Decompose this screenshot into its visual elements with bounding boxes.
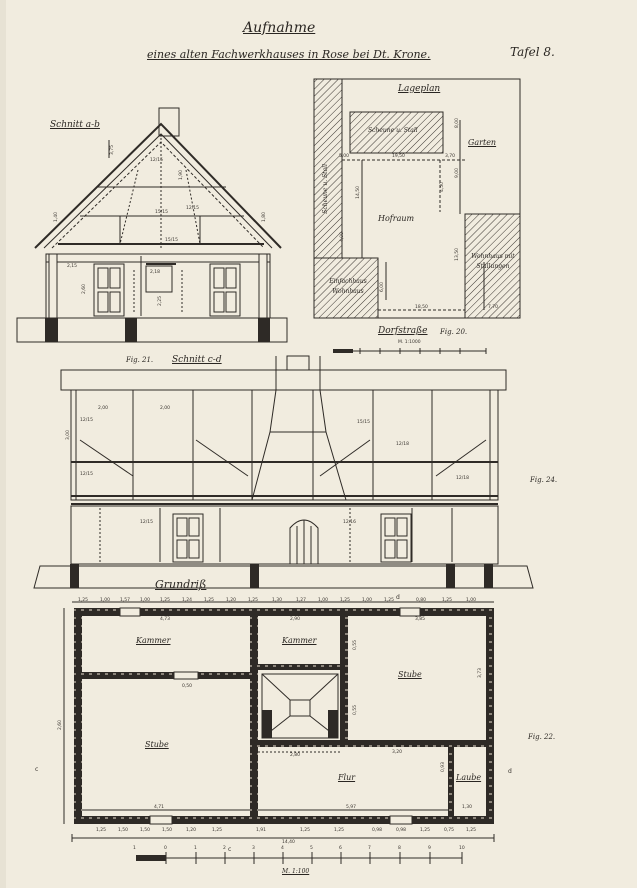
dim-label: 1,25 — [442, 598, 453, 603]
scale-number: 0 — [164, 846, 167, 851]
dim-label: 15/15 — [357, 420, 370, 425]
dim-label: 4,73 — [160, 617, 171, 622]
section-a-b-label: Schnitt a-b — [50, 120, 100, 130]
dim-label: 2,25 — [158, 296, 163, 307]
dim-label: 0,55 — [353, 705, 358, 716]
dim-label: 18,50 — [415, 305, 428, 310]
dim-label: 13,50 — [455, 248, 460, 261]
dim-label: 2,15 — [67, 264, 78, 269]
dim-label: 12/15 — [186, 206, 199, 211]
dim-label: 0,98 — [372, 828, 383, 833]
dim-label: 12/15 — [140, 520, 153, 525]
dim-label: 1,25 — [420, 828, 431, 833]
section-c-d-label: Schnitt c-d — [172, 355, 222, 365]
site-plan-neighbor-left: Scheune u. Stall — [322, 164, 329, 214]
dim-label: 12/18 — [456, 476, 469, 481]
site-plan-yard: Hofraum — [378, 214, 415, 223]
dim-label: 1,50 — [162, 828, 173, 833]
dim-label: 0,98 — [396, 828, 407, 833]
dim-label: 2,60 — [82, 284, 87, 295]
dim-label: 2,80 — [290, 753, 301, 758]
dim-label: 2,00 — [98, 406, 109, 411]
dim-label: 12/18 — [396, 442, 409, 447]
dim-label: 1,50 — [118, 828, 129, 833]
dim-label: 0,93 — [441, 762, 446, 773]
dim-label: 12/16 — [343, 520, 356, 525]
dim-label: 19,50 — [392, 154, 405, 159]
dim-label: 0,55 — [353, 640, 358, 651]
site-plan-barn: Scheune u. Stall — [368, 127, 418, 134]
dim-label: 0,75 — [444, 828, 455, 833]
room-laube: Laube — [456, 773, 482, 782]
site-plan-fig: Fig. 20. — [440, 328, 468, 336]
scale-number: 1 — [133, 846, 136, 851]
dim-label: 1,00 — [100, 598, 111, 603]
room-kammer-mid: Kammer — [282, 636, 317, 645]
dim-label: 1,00 — [466, 598, 477, 603]
dim-label: 1,25 — [300, 828, 311, 833]
dim-label: 4,71 — [154, 805, 165, 810]
dim-label: 15/15 — [165, 238, 178, 243]
site-plan-street: Dorfstraße — [378, 326, 428, 336]
dim-label: 7,70 — [488, 305, 499, 310]
scale-number: 5 — [310, 846, 313, 851]
dim-label: 3,73 — [478, 668, 483, 679]
section-marker: c — [35, 766, 39, 773]
dim-label: 1,20 — [226, 598, 237, 603]
section-c-d-fig-right: Fig. 24. — [530, 476, 558, 484]
scale-number: 3 — [252, 846, 255, 851]
scale-number: 4 — [281, 846, 284, 851]
dim-label: 4,50 — [440, 182, 445, 193]
dim-label: 3,75 — [110, 145, 115, 156]
site-plan-drawing — [314, 79, 520, 354]
total-width: 14,40 — [282, 840, 295, 845]
plate-title: Aufnahme — [243, 20, 316, 36]
dim-label: 2,60 — [58, 720, 63, 731]
dim-label: 1,91 — [256, 828, 267, 833]
site-plan-neighbor-bottom-left: Einfachhaus Wohnhaus — [329, 278, 367, 295]
scale-number: 7 — [368, 846, 371, 851]
dim-label: 3,20 — [392, 750, 403, 755]
dim-label: 14,50 — [356, 186, 361, 199]
dim-label: 0,50 — [182, 684, 193, 689]
dim-label: 1,25 — [384, 598, 395, 603]
site-plan-title: Lageplan — [398, 84, 441, 94]
dim-label: 1,25 — [334, 828, 345, 833]
scale-number: 8 — [398, 846, 401, 851]
dim-label: 1,24 — [182, 598, 193, 603]
dim-label: 1,57 — [120, 598, 131, 603]
dim-label: 1,25 — [160, 598, 171, 603]
dim-label: 1,30 — [462, 805, 473, 810]
section-marker: d — [508, 768, 512, 775]
dim-label: 1,25 — [78, 598, 89, 603]
site-plan-neighbor-right: Wohnhaus mit Stallungen — [471, 253, 515, 270]
dim-label: 2,90 — [290, 617, 301, 622]
dim-label: 1,00 — [318, 598, 329, 603]
dim-label: 15/15 — [155, 210, 168, 215]
dim-label: 1,25 — [96, 828, 107, 833]
dim-label: 3,85 — [415, 617, 426, 622]
room-stube-left: Stube — [145, 740, 169, 749]
section-c-d-drawing — [34, 356, 533, 588]
room-flur: Flur — [338, 773, 356, 782]
dim-label: 12/15 — [80, 472, 93, 477]
dim-label: 5,97 — [346, 805, 357, 810]
dim-label: 1,20 — [186, 828, 197, 833]
dim-label: 3,00 — [66, 430, 71, 441]
dim-label: 1,25 — [248, 598, 259, 603]
dim-label: 1,25 — [340, 598, 351, 603]
site-plan-garden: Garten — [468, 138, 497, 147]
section-a-b-drawing — [17, 108, 287, 342]
scale-number: 1 — [194, 846, 197, 851]
room-stube-right: Stube — [398, 670, 422, 679]
dim-label: 1,50 — [140, 828, 151, 833]
dim-label: 9,00 — [455, 168, 460, 179]
dim-label: 1,25 — [212, 828, 223, 833]
scale-number: 10 — [459, 846, 465, 851]
dim-label: 0,80 — [416, 598, 427, 603]
dim-label: 1,00 — [362, 598, 373, 603]
dim-label: 6,00 — [380, 282, 385, 293]
dim-label: 3,70 — [445, 154, 456, 159]
dim-label: 2,18 — [150, 270, 161, 275]
dim-label: 1,90 — [179, 170, 184, 181]
dim-label: 5,00 — [339, 154, 350, 159]
plate-number: Tafel 8. — [510, 45, 555, 59]
floor-plan-scale: M. 1:100 — [282, 868, 310, 875]
dim-label: 1,30 — [272, 598, 283, 603]
dim-label: 1,27 — [296, 598, 307, 603]
dim-label: 1,25 — [466, 828, 477, 833]
dim-label: 8,00 — [455, 118, 460, 129]
dim-label: 1,40 — [54, 212, 59, 223]
dim-label: 4,00 — [340, 232, 345, 243]
floor-plan-fig: Fig. 22. — [528, 733, 556, 741]
dim-label: 12/15 — [80, 418, 93, 423]
scale-number: 9 — [428, 846, 431, 851]
section-c-d-fig: Fig. 21. — [126, 356, 154, 364]
room-kammer-left: Kammer — [136, 636, 171, 645]
floor-plan-label: Grundriß — [155, 578, 207, 591]
dim-label: 1,25 — [204, 598, 215, 603]
plate-subtitle: eines alten Fachwerkhauses in Rose bei Dt. Krone. — [147, 48, 431, 61]
section-marker: c — [228, 846, 232, 853]
dim-label: 2,00 — [160, 406, 171, 411]
scale-number: 6 — [339, 846, 342, 851]
section-marker: d — [396, 594, 400, 601]
dim-label: 1,80 — [262, 212, 267, 223]
scale-number: 2 — [223, 846, 226, 851]
dim-label: 1,00 — [140, 598, 151, 603]
dim-label: 12/15 — [150, 158, 163, 163]
site-plan-scale: M. 1:1000 — [398, 340, 421, 345]
floor-plan-drawing — [64, 602, 494, 864]
